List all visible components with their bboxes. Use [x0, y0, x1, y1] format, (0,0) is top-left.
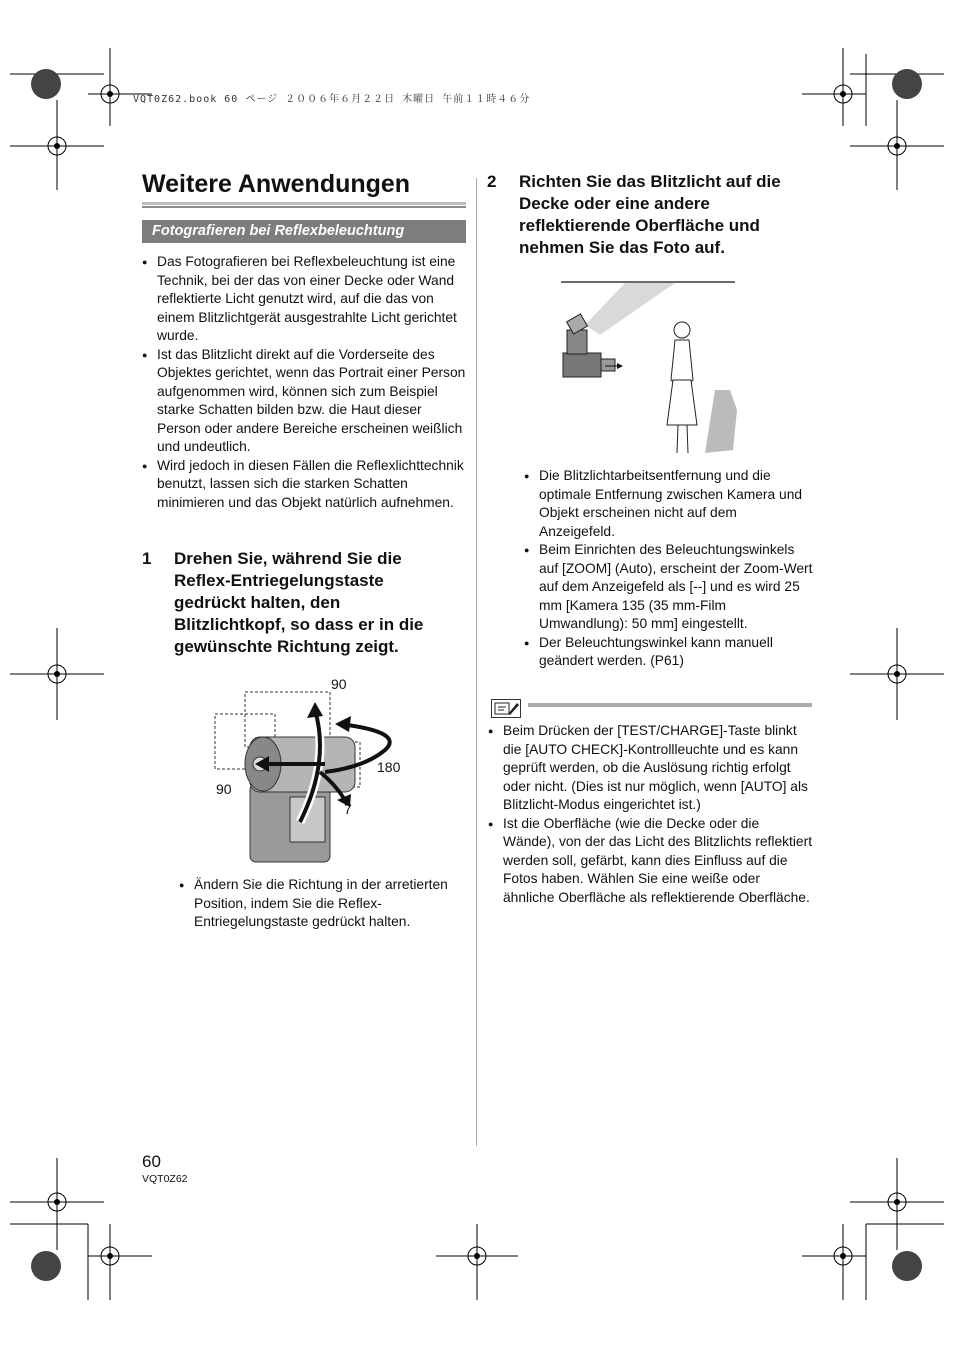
title-underline	[142, 202, 466, 208]
step-2	[487, 171, 817, 261]
step2-notes	[524, 467, 814, 671]
page-number: 60	[142, 1152, 161, 1171]
list-item: ● Die Blitzlichtarbeitsentfernung und die optimale Entfernung zwischen Kamera und Objekt erscheinen nicht auf dem Anzeigefeld.	[524, 467, 814, 541]
angle-label-left: 90	[216, 781, 232, 797]
note-divider	[528, 703, 812, 707]
list-item: ● Der Beleuchtungswinkel kann manuell geändert werden. (P61)	[524, 634, 814, 671]
list-item: ● Beim Drücken der [TEST/CHARGE]-Taste blinkt die [AUTO CHECK]-Kontrollleuchte und es kann geprüft werden, ob die Auslösung richtig erfolgt oder nicht. (Dies ist nur möglich, wenn [AUTO] als Blitzlicht-Modus eingerichtet ist.)	[488, 722, 813, 815]
list-item: ● Ist die Oberfläche (wie die Decke oder die Wände), von der das Licht des Blitzlichts reflektiert werden soll, gefärbt, kann dies Einfluss auf die Fotos haben. Wählen Sie eine weiße oder ähnliche Oberfläche als reflektierende Oberfläche.	[488, 815, 813, 908]
step-1	[142, 548, 472, 660]
angle-label-down: 7	[344, 801, 352, 817]
angle-label-right: 180	[377, 759, 401, 775]
section-heading	[142, 220, 466, 243]
list-item: ● Wird jedoch in diesen Fällen die Reflexlichttechnik benutzt, lassen sich die starken Schatten minimieren und das Objekt natürlich aufnehmen.	[142, 457, 466, 513]
print-header: VQT0Z62.book 60 ページ ２００６年６月２２日 木曜日 午前１１時４６分	[133, 94, 531, 105]
step-number: 2	[487, 172, 497, 191]
page-code: VQT0Z62	[142, 1173, 188, 1185]
column-divider	[476, 178, 477, 1146]
list-item: ● Ändern Sie die Richtung in der arretierten Position, indem Sie die Reflex-Entriegelungstaste gedrückt halten.	[179, 876, 469, 932]
note-list	[488, 722, 813, 907]
step-text: Drehen Sie, während Sie die Reflex-Entriegelungstaste gedrückt halten, den Blitzlichtkopf, so dass er in die gewünschte Richtung zeigt.	[174, 549, 424, 656]
step-text: Richten Sie das Blitzlicht auf die Decke oder eine andere reflektierende Oberfläche und nehmen Sie das Foto auf.	[519, 172, 781, 257]
step1-notes	[179, 876, 469, 932]
step-number: 1	[142, 549, 152, 568]
page-title: Weitere Anwendungen	[142, 170, 411, 198]
section-heading-text: Fotografieren bei Reflexbeleuchtung	[152, 223, 405, 239]
bounce-flash-illustration	[555, 275, 745, 465]
list-item: ● Ist das Blitzlicht direkt auf die Vorderseite des Objektes gerichtet, wenn das Portrait einer Person aufgenommen wird, können sich zum Beispiel starke Schatten bilden bzw. die Haut dieser Person oder andere Bereiche erscheinen weißlich und undeutlich.	[142, 346, 466, 457]
note-icon	[491, 699, 521, 718]
angle-label-top: 90	[331, 676, 347, 692]
list-item: ● Beim Einrichten des Beleuchtungswinkels auf [ZOOM] (Auto), erscheint der Zoom-Wert auf dem Anzeigefeld als [--] und es wird 25 mm [Kamera 135 (35 mm-Film Umwandlung): 50 mm] eingestellt.	[524, 541, 814, 634]
list-item: ● Das Fotografieren bei Reflexbeleuchtung ist eine Technik, bei der das von einer Decke oder Wand reflektierte Licht genutzt wird, auf die das von einem Blitzlichtgerät ausgestrahlte Licht gerichtet wurde.	[142, 253, 466, 346]
intro-list	[142, 253, 466, 512]
